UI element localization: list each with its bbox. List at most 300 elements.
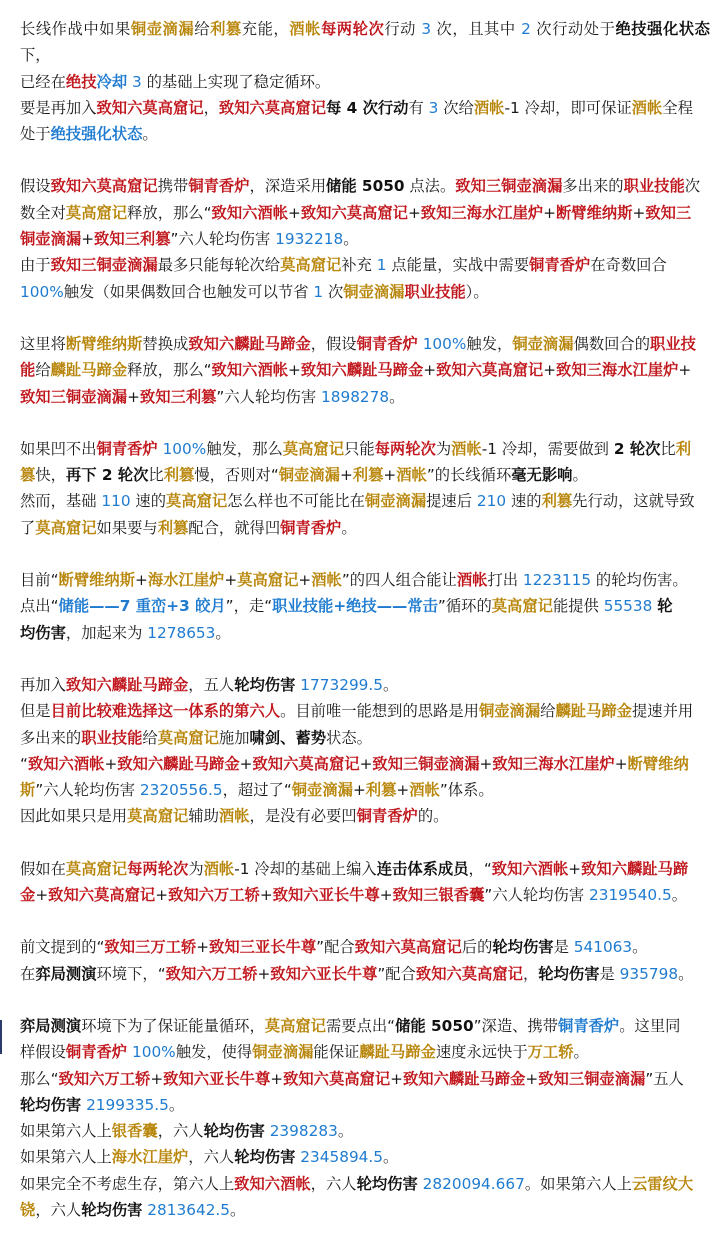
plain-text: 释放，那么“	[127, 361, 212, 380]
plain-text: 。目前唯一能想到的思路是用	[280, 702, 479, 721]
plain-text: 点法。	[404, 177, 456, 196]
bold-keyword: 连击体系成员	[376, 859, 469, 878]
text-line	[20, 462, 710, 488]
bold-keyword: 轮均伤害	[203, 1122, 265, 1141]
plain-text: 是	[599, 964, 620, 983]
plain-text: 给	[35, 361, 51, 380]
number-value: 1932218	[275, 230, 344, 249]
text-line	[20, 331, 710, 357]
text-line	[20, 882, 710, 908]
red-keyword: 致知六莫高窟记	[252, 754, 360, 773]
red-keyword: 致知六亚长牛尊	[163, 1069, 271, 1088]
bold-keyword: 轮均伤害	[492, 938, 554, 957]
red-keyword: 致知六酒帐	[27, 754, 105, 773]
plain-text: 。	[572, 466, 588, 485]
red-keyword: 致知六万工轿	[165, 964, 258, 983]
plain-text: ，“	[468, 859, 492, 878]
gold-keyword: 铜壶滴漏	[252, 1043, 314, 1062]
number-value: 100%	[422, 334, 467, 353]
red-keyword: 致知六麟趾马蹄金	[188, 334, 311, 353]
plain-text: +	[390, 1069, 403, 1088]
paragraph	[20, 331, 710, 410]
plain-text: 。	[168, 1095, 185, 1114]
plain-text: 施加	[218, 728, 250, 747]
text-line	[20, 173, 710, 199]
red-keyword: 致知六酒帐	[491, 859, 569, 878]
paragraph	[20, 672, 710, 830]
red-keyword: 酒帐	[456, 571, 488, 590]
plain-text: 能提供	[552, 597, 604, 616]
red-keyword: 铜青香炉	[65, 1043, 128, 1062]
plain-text: ”深造、携带	[473, 1016, 559, 1035]
plain-text: 假设	[20, 177, 51, 196]
text-line	[20, 1066, 710, 1092]
gold-keyword: 斯	[20, 781, 36, 800]
plain-text: +	[135, 571, 148, 590]
plain-text: 但是	[20, 702, 51, 721]
plain-text: 处于	[20, 125, 51, 144]
gold-keyword: 酒帐	[396, 466, 427, 485]
red-keyword: 能	[20, 361, 36, 380]
plain-text: 能保证	[313, 1043, 360, 1062]
blue-keyword: 铜青香炉	[558, 1016, 620, 1035]
plain-text: 长线作战中如果	[20, 20, 131, 38]
gold-keyword: 利篡	[157, 518, 189, 537]
plain-text: ”体系。	[439, 781, 494, 800]
bold-keyword: 2 轮次	[613, 439, 661, 458]
paragraph	[20, 16, 710, 147]
plain-text: ，	[522, 964, 539, 983]
plain-text: 需要点出“	[325, 1016, 396, 1035]
red-keyword: 每两轮次	[374, 439, 436, 458]
red-keyword: 致知三利篡	[94, 230, 171, 249]
plain-text: 释放，那么“	[127, 203, 212, 222]
plain-text: 。	[230, 1200, 246, 1219]
gold-keyword: 酒帐	[218, 807, 250, 826]
gold-keyword: 莫高窟记	[65, 859, 128, 878]
plain-text: 在	[20, 964, 36, 983]
plain-text: 在奇数回合	[590, 256, 667, 275]
red-keyword: 致知三铜壶滴漏	[372, 754, 480, 773]
red-keyword: 致知六莫高窟记	[48, 886, 156, 905]
plain-text: ”的长线循环	[426, 466, 512, 485]
plain-text: “	[20, 754, 28, 773]
red-keyword: 铜青香炉	[280, 518, 342, 537]
red-keyword: 职业技能	[623, 177, 685, 196]
plain-text: 慢，否则对“	[194, 466, 279, 485]
blue-keyword: 储能——7 重峦+3 皎月	[58, 597, 226, 616]
red-keyword: 致知三铜壶滴漏	[20, 387, 128, 406]
number-value: 3	[132, 72, 142, 91]
red-keyword: 铜青香炉	[356, 807, 418, 826]
paragraph	[20, 173, 710, 304]
plain-text: ”六人轮均伤害	[484, 886, 589, 905]
red-keyword: 致知三利篡	[139, 387, 217, 406]
plain-text: ”配合	[377, 964, 416, 983]
red-keyword: 铜青香炉	[356, 334, 418, 353]
plain-text: 那么“	[20, 1069, 59, 1088]
gold-keyword: 酒帐	[203, 859, 235, 878]
red-keyword: 致知六莫高窟记	[415, 964, 523, 983]
red-keyword: 致知三万工轿	[104, 938, 197, 957]
plain-text: 次给	[438, 98, 474, 117]
red-keyword: 致知六莫高窟记	[436, 361, 544, 380]
plain-text: 速度永远快于	[435, 1043, 528, 1062]
red-keyword: 每两轮次	[320, 20, 385, 38]
plain-text: +	[259, 886, 273, 905]
plain-text: 。如果第六人上	[524, 1174, 632, 1193]
red-keyword: 致知六酒帐	[211, 203, 289, 222]
gold-keyword: 铜壶滴漏	[291, 781, 353, 800]
number-value: 110	[101, 492, 131, 511]
bold-keyword: 储能 5050	[326, 177, 405, 196]
paragraph	[20, 934, 710, 987]
plain-text: ，六人	[35, 1200, 82, 1219]
text-line	[20, 1092, 710, 1118]
plain-text: +	[127, 387, 140, 406]
bold-keyword: 轮均伤害	[538, 964, 600, 983]
plain-text: +	[288, 361, 301, 380]
plain-text: +	[298, 571, 312, 590]
blue-keyword: 冷却	[96, 72, 128, 91]
red-keyword: 金	[20, 886, 36, 905]
plain-text: 速的	[506, 492, 542, 511]
gold-keyword: 酒帐	[473, 98, 505, 117]
plain-text: +	[352, 781, 366, 800]
gold-keyword: 酒帐	[631, 98, 663, 117]
text-line	[20, 961, 710, 987]
gold-keyword: 篡	[20, 466, 36, 485]
plain-text: +	[568, 859, 582, 878]
number-value: 2398283	[269, 1122, 338, 1141]
text-line	[20, 200, 710, 226]
gold-keyword: 麟趾马蹄金	[359, 1043, 436, 1062]
gold-keyword: 万工轿	[527, 1043, 574, 1062]
left-margin-marker	[0, 1020, 2, 1054]
red-keyword: 致知三海水江崖炉	[492, 754, 615, 773]
gold-keyword: 莫高窟记	[35, 518, 97, 537]
plain-text: ”六人轮均伤害	[216, 387, 321, 406]
plain-text: 次，且其中	[431, 20, 522, 38]
number-value: 541063	[573, 938, 633, 957]
bold-keyword: 轮均伤害	[234, 675, 296, 694]
blue-keyword: 绝技强化状态	[50, 125, 143, 144]
red-keyword: 绝技	[65, 72, 97, 91]
text-line	[20, 436, 710, 462]
gold-keyword: 铜壶滴漏	[343, 282, 405, 301]
red-keyword: 致知三亚长牛尊	[209, 938, 317, 957]
plain-text: +	[224, 571, 238, 590]
plain-text: 有	[408, 98, 429, 117]
number-value: 1898278	[321, 387, 390, 406]
plain-text: 。	[383, 1148, 399, 1167]
gold-keyword: 断臂维纳斯	[65, 334, 143, 353]
plain-text: 多出来的	[20, 728, 82, 747]
bold-keyword: 均伤害	[20, 623, 66, 642]
red-keyword: 致知六莫高窟记	[300, 203, 408, 222]
gold-keyword: 银香囊	[111, 1122, 158, 1141]
plain-text: +	[632, 203, 646, 222]
text-line	[20, 1118, 710, 1144]
plain-text: +	[270, 1069, 284, 1088]
plain-text: 次	[684, 177, 701, 196]
red-keyword: 铜青香炉	[96, 439, 158, 458]
plain-text: 的轮均伤害。	[591, 571, 688, 590]
plain-text: 速的	[130, 492, 167, 511]
bold-keyword: 绝技强化状态	[615, 20, 710, 38]
plain-text: ”配合	[316, 938, 355, 957]
bold-keyword: 弈局测演	[35, 964, 97, 983]
plain-text: 给	[142, 728, 158, 747]
article-body	[20, 16, 710, 1223]
plain-text: +	[543, 203, 556, 222]
red-keyword: 铜青香炉	[188, 177, 250, 196]
red-keyword: 致知六莫高窟记	[50, 177, 158, 196]
plain-text: +	[239, 754, 253, 773]
plain-text: +	[678, 361, 692, 380]
red-keyword: 致知六麟趾马蹄	[581, 859, 689, 878]
red-keyword: 目前比较难选择这一体系的第六人	[50, 702, 281, 721]
text-line	[20, 1013, 710, 1039]
plain-text: 最多只能每轮次给	[157, 256, 281, 275]
text-line	[20, 488, 710, 514]
gold-keyword: 莫高窟记	[157, 728, 219, 747]
gold-keyword: 海水江崖炉	[111, 1148, 189, 1167]
plain-text: +	[196, 938, 210, 957]
red-keyword: 职业技能	[81, 728, 143, 747]
plain-text: 假如在	[20, 859, 66, 878]
plain-text: 触发，	[466, 334, 513, 353]
plain-text: 这里将	[20, 334, 66, 353]
number-value: 1223115	[522, 571, 592, 590]
paragraph	[20, 436, 710, 541]
red-keyword: 致知三银香囊	[392, 886, 485, 905]
plain-text: 辅助	[188, 807, 219, 826]
plain-text: 的。	[417, 807, 449, 826]
plain-text: ”五人	[645, 1069, 684, 1088]
gold-keyword: 铜壶滴漏	[278, 466, 340, 485]
number-value: 100%	[20, 282, 64, 301]
gold-keyword: 断臂维纳斯	[58, 571, 136, 590]
gold-keyword: 利篡	[210, 20, 242, 38]
number-value: 210	[476, 492, 507, 511]
gold-keyword: 莫高窟记	[282, 439, 345, 458]
plain-text: ，六人	[310, 1174, 357, 1193]
plain-text: 为	[435, 439, 452, 458]
plain-text: +	[423, 361, 437, 380]
text-line	[20, 725, 710, 751]
red-keyword: 铜青香炉	[529, 256, 591, 275]
number-value: 100%	[131, 1043, 176, 1062]
plain-text: 次行动处于	[530, 20, 616, 38]
red-keyword: 致知三铜壶滴漏	[455, 177, 563, 196]
gold-keyword: 莫高窟记	[237, 571, 299, 590]
bold-keyword: 储能 5050	[395, 1016, 474, 1035]
number-value: 2	[521, 20, 531, 38]
red-keyword: 致知六万工轿	[168, 886, 260, 905]
gold-keyword: 酒帐	[451, 439, 482, 458]
plain-text: ”的四人组合能让	[341, 571, 457, 590]
plain-text: 。这里同	[619, 1016, 681, 1035]
plain-text: 充能，	[241, 20, 290, 38]
paragraph	[20, 567, 710, 646]
plain-text: ，六人	[188, 1148, 235, 1167]
text-line	[20, 121, 710, 147]
plain-text: 因此如果只是用	[20, 807, 128, 826]
red-keyword: 致知六莫高窟记	[218, 98, 326, 117]
red-keyword: 致知三海水江崖炉	[420, 203, 544, 222]
number-value: 55538	[603, 597, 653, 616]
plain-text: 偶数回合的	[573, 334, 651, 353]
gold-keyword: 铜壶滴漏	[364, 492, 427, 511]
gold-keyword: 铙	[20, 1200, 36, 1219]
plain-text: 。	[632, 938, 648, 957]
number-value: 2319540.5	[588, 886, 672, 905]
red-keyword: 致知三铜壶滴漏	[50, 256, 158, 275]
text-line	[20, 69, 710, 95]
plain-text: 。	[337, 1122, 354, 1141]
red-keyword: 致知六莫高窟记	[283, 1069, 391, 1088]
text-line	[20, 856, 710, 882]
plain-text: 打出	[487, 571, 523, 590]
plain-text: 给	[194, 20, 211, 38]
plain-text: 行动	[384, 20, 422, 38]
plain-text: 的基础上实现了稳定循环。	[141, 72, 331, 91]
plain-text: 触发（如果偶数回合也触发可以节省	[63, 282, 314, 301]
plain-text: ，超过了“	[222, 781, 292, 800]
text-line	[20, 252, 710, 278]
text-line	[20, 384, 710, 410]
red-keyword: 每两轮次	[127, 859, 189, 878]
plain-text: 如果第六人上	[20, 1148, 112, 1167]
plain-text: 。	[215, 623, 231, 642]
plain-text: 。	[142, 125, 158, 144]
plain-text: ，加起来为	[65, 623, 148, 642]
text-line	[20, 934, 710, 960]
plain-text: 如果完全不考虑生存，第六人上	[20, 1174, 235, 1193]
bold-keyword: 轮	[657, 597, 673, 616]
number-value: 2345894.5	[300, 1148, 384, 1167]
red-keyword: 铜壶滴漏	[20, 230, 82, 249]
text-line	[20, 777, 710, 803]
red-keyword: 致知六亚长牛尊	[270, 964, 378, 983]
plain-text: 下，	[20, 46, 51, 65]
text-line	[20, 593, 710, 619]
gold-keyword: 铜壶滴漏	[478, 702, 541, 721]
plain-text: +	[155, 886, 169, 905]
bold-keyword: 轮均伤害	[234, 1148, 296, 1167]
plain-text: 。	[671, 886, 688, 905]
red-keyword: 致知三海水江崖炉	[556, 361, 679, 380]
gold-keyword: 麟趾马蹄金	[555, 702, 632, 721]
text-line	[20, 1039, 710, 1065]
plain-text: ”循环的	[437, 597, 492, 616]
plain-text: 快，	[35, 466, 66, 485]
plain-text: 环境下为了保证能量循环，	[81, 1016, 265, 1035]
gold-keyword: 莫高窟记	[280, 256, 342, 275]
number-value: 935798	[619, 964, 679, 983]
plain-text: -1 冷却，需要做到	[481, 439, 614, 458]
text-line	[20, 751, 710, 777]
plain-text: 点能量，实战中需要	[386, 256, 530, 275]
plain-text: 后的	[461, 938, 493, 957]
red-keyword: 致知六酒帐	[234, 1174, 311, 1193]
plain-text: +	[257, 964, 271, 983]
number-value: 2199335.5	[86, 1095, 169, 1114]
blue-keyword: 职业技能+绝技——常击	[272, 597, 438, 616]
red-keyword: 致知六莫高窟记	[354, 938, 462, 957]
text-line	[20, 515, 710, 541]
red-keyword: 致知六莫高窟记	[96, 98, 204, 117]
number-value: 100%	[162, 439, 207, 458]
plain-text: +	[150, 1069, 164, 1088]
plain-text: 比	[148, 466, 164, 485]
text-line	[20, 620, 710, 646]
gold-keyword: 酒帐	[311, 571, 342, 590]
gold-keyword: 莫高窟记	[491, 597, 553, 616]
plain-text: ，	[203, 98, 219, 117]
gold-keyword: 利篡	[352, 466, 384, 485]
plain-text: 如果要与	[96, 518, 158, 537]
gold-keyword: 铜壶滴漏	[130, 20, 195, 38]
plain-text: ”，走“	[225, 597, 273, 616]
plain-text: 次	[323, 282, 344, 301]
plain-text: 再加入	[20, 675, 66, 694]
red-keyword: 职业技	[650, 334, 696, 353]
plain-text: 点出“	[20, 597, 59, 616]
text-line	[20, 1197, 710, 1223]
bold-keyword: 每 4 次行动	[326, 98, 409, 117]
plain-text: 怎么样也不可能比在	[227, 492, 365, 511]
plain-text: 目前“	[20, 571, 59, 590]
gold-keyword: 海水江崖炉	[147, 571, 225, 590]
bold-keyword: 弈局测演	[20, 1016, 82, 1035]
bold-keyword: 轮均伤害	[81, 1200, 143, 1219]
plain-text: +	[407, 203, 421, 222]
plain-text: ，深造采用	[249, 177, 327, 196]
red-keyword: 致知六酒帐	[211, 361, 289, 380]
red-keyword: 致知三	[645, 203, 692, 222]
plain-text: 补充	[341, 256, 377, 275]
text-line	[20, 1144, 710, 1170]
gold-keyword: 利篡	[163, 466, 195, 485]
number-value: 1	[313, 282, 324, 301]
gold-keyword: 利篡	[541, 492, 573, 511]
plain-text: +	[396, 781, 410, 800]
plain-text: 由于	[20, 256, 51, 275]
text-line	[20, 226, 710, 252]
plain-text: +	[359, 754, 373, 773]
number-value: 2813642.5	[147, 1200, 231, 1219]
plain-text: +	[339, 466, 353, 485]
plain-text: 配合，就得凹	[188, 518, 281, 537]
plain-text: +	[379, 886, 393, 905]
plain-text: 比	[660, 439, 676, 458]
bold-keyword: 轮均伤害	[20, 1095, 82, 1114]
plain-text: 。	[678, 964, 694, 983]
plain-text: 先行动，这就导致	[572, 492, 695, 511]
plain-text: 已经在	[20, 72, 66, 91]
plain-text: 。	[383, 675, 399, 694]
plain-text: ）。	[465, 282, 489, 301]
gold-keyword: 酒帐	[409, 781, 440, 800]
plain-text: ，假设	[310, 334, 357, 353]
gold-keyword: 断臂维纳	[627, 754, 689, 773]
text-line	[20, 803, 710, 829]
number-value: 1278653	[147, 623, 216, 642]
gold-keyword: 莫高窟记	[166, 492, 228, 511]
plain-text: +	[81, 230, 95, 249]
